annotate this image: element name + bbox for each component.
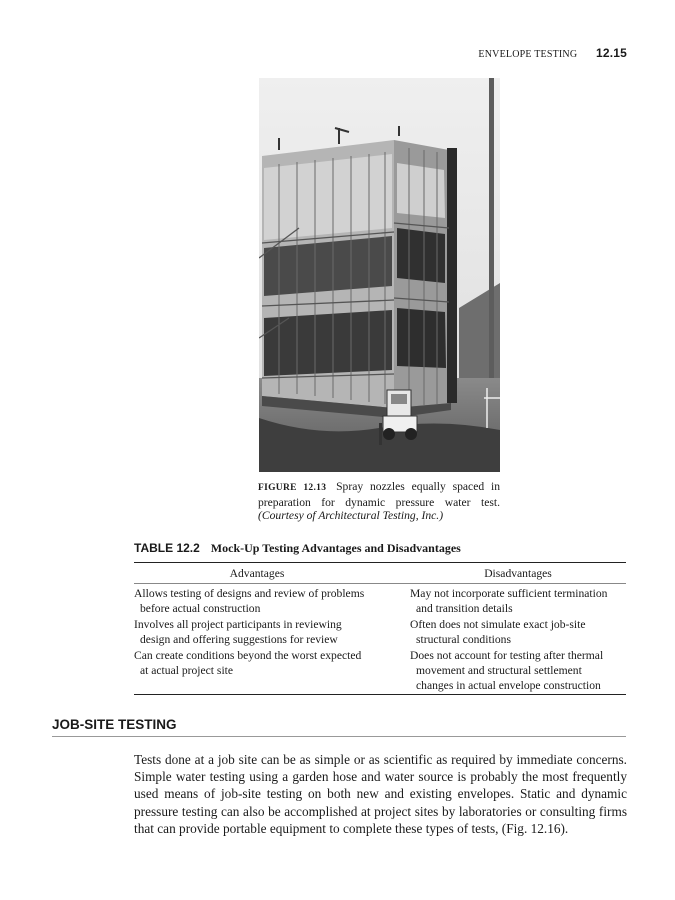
table-cell-line: design and offering suggestions for review [140,633,338,646]
table-cell-line: May not incorporate sufficient termination [410,587,608,600]
figure-caption-text: Spray nozzles equally spaced in preparation for dynamic pressure water test. [258,480,501,509]
mock-up-spray-test-photo [259,78,500,472]
table-header-advantages: Advantages [229,567,285,580]
table-cell-line: Often does not simulate exact job-site [410,618,586,631]
body-paragraph: Tests done at a job site can be as simple or as scientific as required by immediate concerns. Simple water testing using a garden hose and water source is probably the most frequently used means of job-site testing on both new and existing envelopes. Static and dynamic pressure testing can also be accomplished at project sites by laboratories or consulting firms that can provide portable equipment to complete these types of tests, (Fig. 12.16). [134,752,627,836]
table-cell-line: before actual construction [140,602,261,615]
table-cell-line: Does not account for testing after thermal [410,649,604,662]
table-cell-line: changes in actual envelope construction [416,679,601,692]
table-cell-line: Involves all project participants in reviewing [134,618,342,631]
table-row-3-disadvantage [410,648,603,693]
running-header [478,46,627,60]
table-header-disadvantages: Disadvantages [484,567,552,580]
table-cell-line: and transition details [416,602,513,615]
table-row-2-advantage [134,617,342,647]
figure-credit: (Courtesy of Architectural Testing, Inc.) [258,509,444,523]
table-title-text: Mock-Up Testing Advantages and Disadvantages [210,541,461,555]
table-header-rule [134,583,626,584]
table-label: TABLE 12.2 [134,541,200,555]
table-cell-line: Allows testing of designs and review of problems [134,587,365,600]
table-title [134,541,461,556]
section-heading: JOB-SITE TESTING [52,717,177,732]
table-row-3-advantage [134,648,361,678]
table-cell-line: Can create conditions beyond the worst expected [134,649,362,662]
figure-caption [258,480,500,523]
page-number: 12.15 [595,46,627,60]
figure-label: FIGURE 12.13 [258,483,327,493]
table-bottom-rule [134,694,626,695]
table-cell-line: at actual project site [140,664,234,677]
table-row-1-advantage [134,586,364,616]
running-header-section: ENVELOPE TESTING [478,49,578,60]
table-row-2-disadvantage [410,617,585,647]
section-heading-rule [52,736,626,737]
table-cell-line: movement and structural settlement [416,664,582,677]
table-top-rule [134,562,626,563]
table-cell-line: structural conditions [416,633,511,646]
table-row-1-disadvantage [410,586,607,616]
